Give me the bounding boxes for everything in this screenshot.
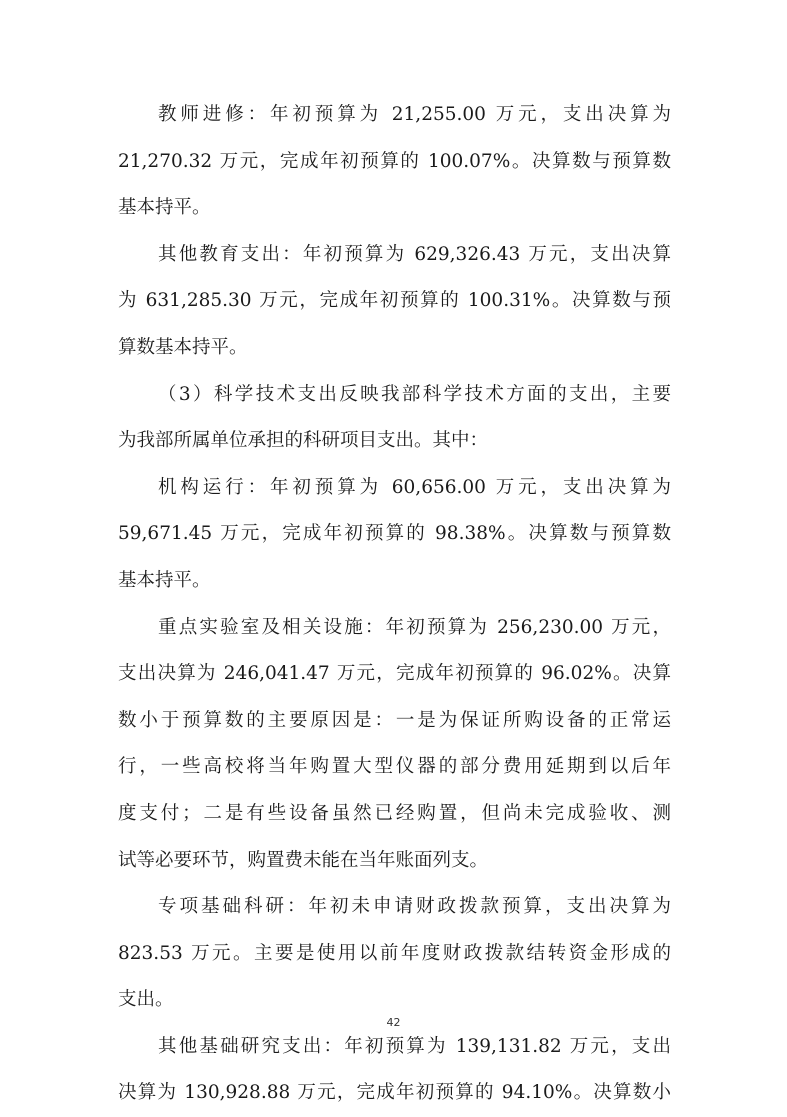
- paragraph-special-basic-research: [118, 884, 671, 1024]
- page-number: 42: [386, 1016, 401, 1029]
- text-line: 其他教育支出：年初预算为 629,326.43 万元，支出决算: [158, 243, 671, 265]
- text-line: 21,270.32 万元，完成年初预算的 100.07%。决算数与预算数: [118, 150, 671, 172]
- text-line: 为我部所属单位承担的科研项目支出。其中：: [118, 430, 489, 452]
- text-line: 为 631,285.30 万元，完成年初预算的 100.31%。决算数与预: [118, 290, 671, 312]
- text-line: （3）科学技术支出反映我部科学技术方面的支出，主要: [158, 383, 671, 405]
- paragraph-other-basic-research: [118, 1024, 671, 1117]
- text-line: 59,671.45 万元，完成年初预算的 98.38%。决算数与预算数: [118, 523, 671, 545]
- text-line: 823.53 万元。主要是使用以前年度财政拨款结转资金形成的: [118, 942, 671, 964]
- paragraph-other-education: [118, 232, 671, 372]
- text-line: 支出决算为 246,041.47 万元，完成年初预算的 96.02%。决算: [118, 663, 671, 685]
- text-line: 支出。: [118, 989, 174, 1011]
- paragraph-key-laboratories: [118, 605, 671, 885]
- text-line: 基本持平。: [118, 569, 211, 591]
- text-line: 试等必要环节，购置费未能在当年账面列支。: [118, 849, 489, 871]
- paragraph-teacher-training: [118, 92, 671, 232]
- text-line: 数小于预算数的主要原因是：一是为保证所购设备的正常运: [118, 709, 671, 731]
- text-line: 教师进修：年初预算为 21,255.00 万元，支出决算为: [158, 104, 671, 125]
- text-line: 基本持平。: [118, 197, 211, 219]
- text-line: 重点实验室及相关设施：年初预算为 256,230.00 万元，: [158, 616, 671, 638]
- document-body: [118, 92, 671, 1117]
- text-line: 行，一些高校将当年购置大型仪器的部分费用延期到以后年: [118, 756, 671, 778]
- text-line: 其他基础研究支出：年初预算为 139,131.82 万元，支出: [158, 1035, 671, 1057]
- paragraph-institution-operation: [118, 465, 671, 605]
- text-line: 算数基本持平。: [118, 336, 248, 358]
- text-line: 专项基础科研：年初未申请财政拨款预算，支出决算为: [158, 896, 671, 918]
- text-line: 决算为 130,928.88 万元，完成年初预算的 94.10%。决算数小: [118, 1082, 671, 1104]
- text-line: 度支付；二是有些设备虽然已经购置，但尚未完成验收、测: [118, 802, 671, 824]
- text-line: 机构运行：年初预算为 60,656.00 万元，支出决算为: [158, 476, 671, 498]
- paragraph-science-technology: [118, 372, 671, 465]
